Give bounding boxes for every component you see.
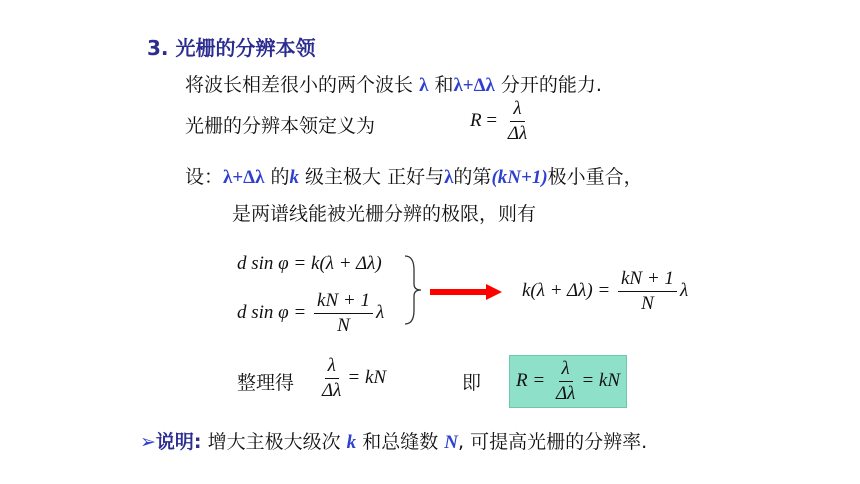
limit-line: 是两谱线能被光栅分辨的极限，则有 bbox=[232, 203, 537, 225]
note-N: N bbox=[444, 432, 458, 453]
line3-part1: 的 bbox=[270, 166, 290, 188]
formula-num: λ bbox=[510, 98, 524, 122]
eq2-num: kN + 1 bbox=[314, 290, 373, 314]
formula-den: Δλ bbox=[507, 123, 528, 144]
eq2-lhs: d sin φ = bbox=[237, 301, 307, 323]
line3-part4: 极小重合， bbox=[547, 166, 643, 188]
line3-lambda-dl: λ+Δλ bbox=[223, 167, 265, 188]
line3-part3: 的第 bbox=[453, 166, 492, 188]
eq3-num: kN + 1 bbox=[618, 268, 677, 292]
line1-suffix: 分开的能力. bbox=[500, 74, 602, 96]
boxed-num: λ bbox=[559, 358, 573, 382]
boxed-result bbox=[509, 355, 627, 408]
eq2-tail: λ bbox=[375, 301, 385, 323]
line1-prefix: 将波长相差很小的两个波长 bbox=[185, 74, 414, 96]
eq3-lhs: k(λ + Δλ) = bbox=[522, 279, 611, 301]
line3-lambda: λ bbox=[444, 167, 454, 188]
formula-eq: = bbox=[486, 109, 498, 131]
line3-k: k bbox=[289, 167, 299, 188]
formula-R: R bbox=[470, 109, 482, 131]
result-num: λ bbox=[325, 355, 339, 379]
eq3-fraction bbox=[618, 268, 677, 315]
eq3-den: N bbox=[641, 293, 654, 314]
line3-kN1: (kN+1) bbox=[491, 167, 548, 188]
eq2-fraction bbox=[314, 290, 373, 337]
section-title: 3. 光栅的分辨本领 bbox=[147, 36, 316, 60]
result-formula bbox=[316, 355, 386, 402]
definition-line bbox=[185, 70, 602, 97]
assumption-line bbox=[185, 162, 643, 189]
equation-max: d sin φ = k(λ + Δλ) bbox=[237, 253, 382, 274]
boxed-rhs: = kN bbox=[581, 369, 621, 391]
right-brace bbox=[402, 254, 424, 326]
note-line bbox=[140, 427, 647, 454]
boxed-fraction bbox=[553, 358, 578, 405]
equation-min bbox=[237, 290, 384, 337]
combined-equation bbox=[522, 268, 688, 315]
resolving-power-label: 光栅的分辨本领定义为 bbox=[185, 115, 376, 137]
result-den: Δλ bbox=[322, 380, 342, 401]
arrowhead-bullet-icon: ➢ bbox=[140, 431, 156, 453]
boxed-den: Δλ bbox=[555, 383, 576, 404]
boxed-R: R = bbox=[516, 369, 546, 391]
line3-prefix: 设： bbox=[185, 166, 224, 188]
red-arrow-icon bbox=[430, 284, 502, 300]
note-text3: , 可提高光栅的分辨率. bbox=[457, 431, 648, 453]
ji-label: 即 bbox=[462, 372, 482, 394]
note-label: 说明: bbox=[155, 431, 202, 453]
eq2-den: N bbox=[337, 315, 350, 336]
result-fraction bbox=[319, 355, 344, 402]
formula-fraction bbox=[505, 98, 530, 145]
lambda-symbol: λ bbox=[419, 75, 429, 96]
lambda-plus-delta: λ+Δλ bbox=[453, 75, 495, 96]
eq3-tail: λ bbox=[679, 279, 689, 301]
resolving-power-formula bbox=[470, 98, 533, 145]
line1-mid: 和 bbox=[434, 74, 454, 96]
note-k: k bbox=[346, 432, 357, 453]
line3-part2: 级主极大 正好与 bbox=[305, 166, 445, 188]
note-text1: 增大主极大级次 bbox=[207, 431, 341, 453]
result-rhs: = kN bbox=[347, 366, 387, 388]
note-text2: 和总缝数 bbox=[362, 431, 439, 453]
result-label: 整理得 bbox=[237, 372, 295, 394]
